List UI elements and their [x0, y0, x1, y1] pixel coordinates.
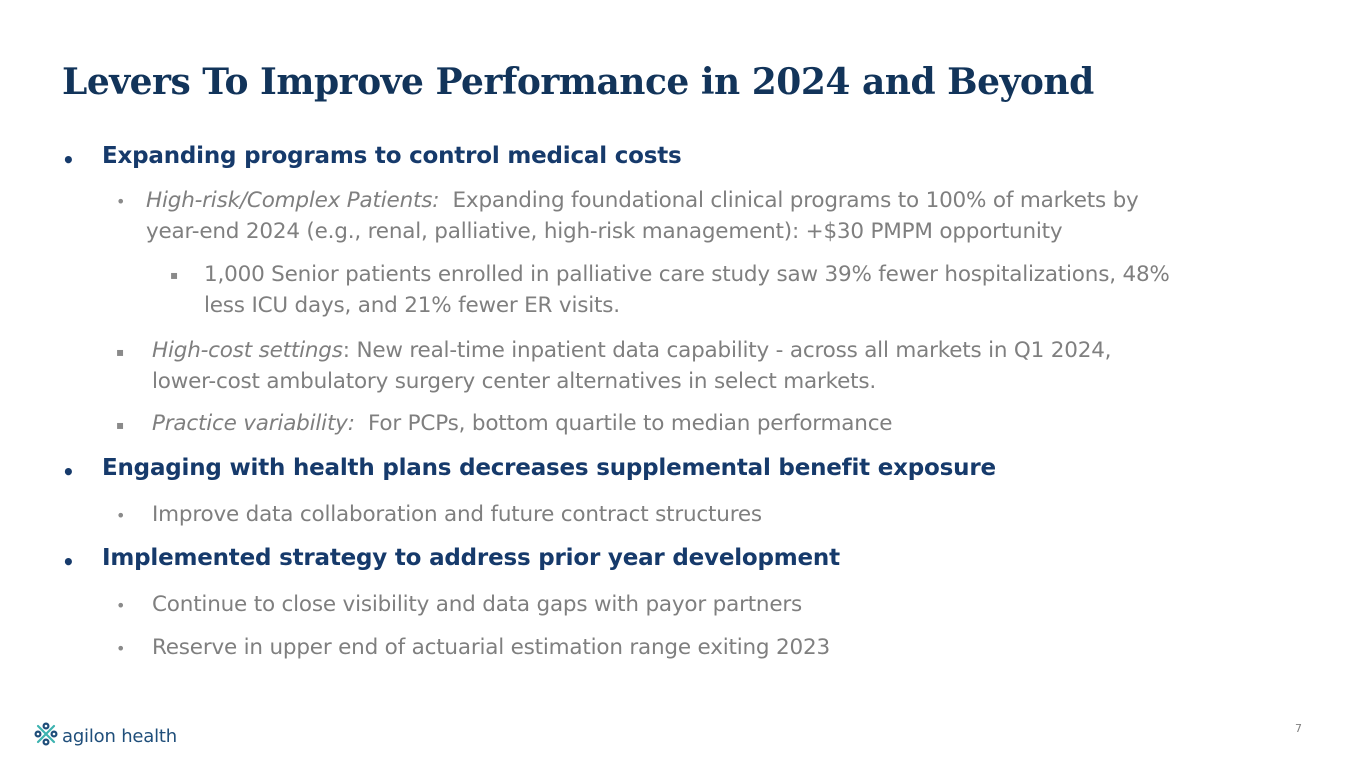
bullet-dot: •	[116, 639, 126, 658]
bullet-practice-text: For PCPs, bottom quartile to median performance	[354, 411, 893, 436]
bullet-expanding-programs: Expanding programs to control medical costs	[102, 143, 682, 169]
bullet-engaging-health-plans: Engaging with health plans decreases supplemental benefit exposure	[102, 455, 996, 481]
bullet-square: ▪	[116, 345, 125, 359]
bullet-dot: •	[116, 596, 126, 615]
bullet-high-cost-text: : New real-time inpatient data capability - across all markets in Q1 2024,	[342, 338, 1112, 363]
bullet-high-cost-label: High-cost settings	[152, 338, 343, 363]
bullet-visibility-gaps: Continue to close visibility and data gaps with payor partners	[152, 592, 803, 617]
bullet-dot: •	[116, 506, 126, 525]
bullet-data-collaboration: Improve data collaboration and future contract structures	[152, 502, 762, 527]
bullet-high-risk-label: High-risk/Complex Patients:	[146, 188, 440, 213]
bullet-dot: •	[62, 148, 75, 172]
bullet-palliative-line1: 1,000 Senior patients enrolled in palliative care study saw 39% fewer hospitalizations, 48%	[204, 262, 1170, 287]
page-number: 7	[1295, 722, 1302, 735]
bullet-square: ▪	[170, 268, 179, 282]
bullet-practice-variability	[152, 411, 892, 436]
bullet-high-cost-line1	[152, 338, 1111, 363]
bullet-high-risk-text: Expanding foundational clinical programs to 100% of markets by	[439, 188, 1139, 213]
bullet-implemented-strategy: Implemented strategy to address prior year development	[102, 545, 840, 571]
bullet-palliative-line2: less ICU days, and 21% fewer ER visits.	[204, 293, 620, 318]
slide-title: Levers To Improve Performance in 2024 and Beyond	[62, 61, 1094, 103]
bullet-high-cost-line2: lower-cost ambulatory surgery center alternatives in select markets.	[152, 369, 877, 394]
bullet-dot: •	[62, 460, 75, 484]
bullet-square: ▪	[116, 418, 125, 432]
bullet-high-risk-line1	[146, 188, 1139, 213]
agilon-logo-icon	[34, 722, 58, 750]
bullet-dot: •	[62, 550, 75, 574]
bullet-dot: •	[116, 192, 126, 211]
bullet-high-risk-line2: year-end 2024 (e.g., renal, palliative, high-risk management): +$30 PMPM opportunity	[146, 219, 1063, 244]
agilon-logo	[34, 722, 177, 750]
bullet-practice-label: Practice variability:	[152, 411, 355, 436]
agilon-logo-text: agilon health	[62, 725, 177, 747]
bullet-reserve: Reserve in upper end of actuarial estimation range exiting 2023	[152, 635, 830, 660]
